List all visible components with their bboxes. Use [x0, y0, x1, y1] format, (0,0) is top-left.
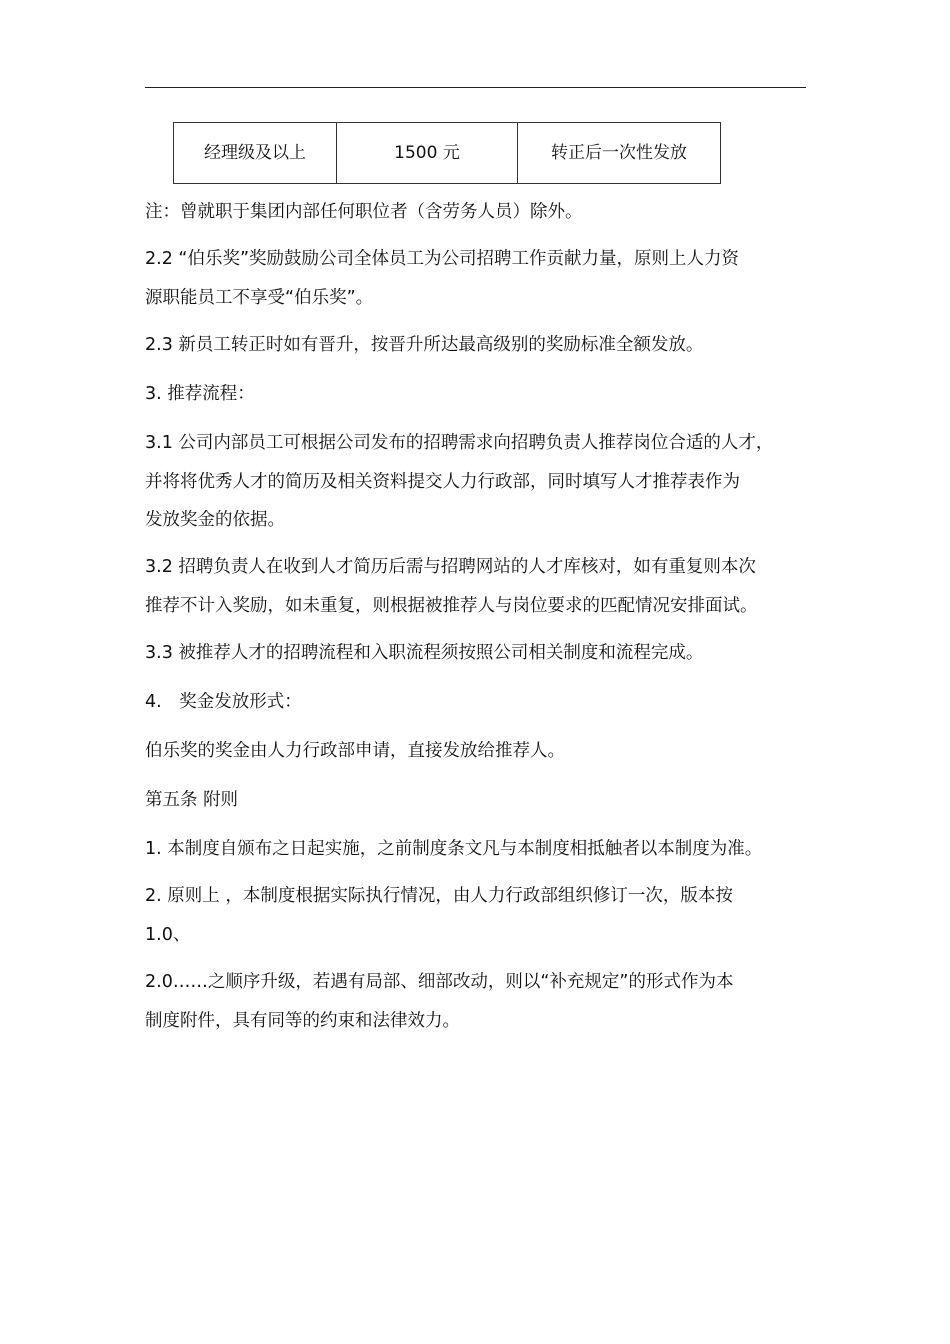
section-4-heading: 4. 奖金发放形式： — [145, 692, 302, 712]
clause-2-2-line-1: 2.2 “伯乐奖”奖励鼓励公司全体员工为公司招聘工作贡献力量，原则上人力资 — [145, 249, 740, 269]
appendix-clause-2-line-2: 1.0、 — [145, 925, 191, 945]
table-cell-level: 经理级及以上 — [174, 123, 337, 184]
section-3-heading: 3. 推荐流程： — [145, 384, 255, 404]
article-5-heading: 第五条 附则 — [145, 790, 239, 810]
section-4-body: 伯乐奖的奖金由人力行政部申请，直接发放给推荐人。 — [145, 741, 565, 761]
appendix-clause-3-line-2: 制度附件，具有同等的约束和法律效力。 — [145, 1011, 460, 1031]
clause-2-2-line-2: 源职能员工不享受“伯乐奖”。 — [145, 288, 374, 308]
clause-3-2-line-2: 推荐不计入奖励，如未重复，则根据被推荐人与岗位要求的匹配情况安排面试。 — [145, 596, 758, 616]
clause-3-1-line-3: 发放奖金的依据。 — [145, 510, 285, 530]
clause-3-1-line-1: 3.1 公司内部员工可根据公司发布的招聘需求向招聘负责人推荐岗位合适的人才， — [145, 433, 774, 453]
clause-3-3: 3.3 被推荐人才的招聘流程和入职流程须按照公司相关制度和流程完成。 — [145, 643, 704, 663]
note-paragraph: 注：曾就职于集团内部任何职位者（含劳务人员）除外。 — [145, 202, 583, 222]
appendix-clause-3-line-1: 2.0……之顺序升级，若遇有局部、细部改动，则以“补充规定”的形式作为本 — [145, 972, 734, 992]
appendix-clause-2-line-1: 2. 原则上 ，本制度根据实际执行情况，由人力行政部组织修订一次，版本按 — [145, 886, 733, 906]
clause-3-1-line-2: 并将将优秀人才的简历及相关资料提交人力行政部，同时填写人才推荐表作为 — [145, 472, 740, 492]
table-cell-amount: 1500 元 — [337, 123, 518, 184]
table-row — [174, 123, 721, 184]
header-divider — [145, 87, 806, 88]
appendix-clause-1: 1. 本制度自颁布之日起实施，之前制度条文凡与本制度相抵触者以本制度为准。 — [145, 839, 763, 859]
table-cell-payment: 转正后一次性发放 — [518, 123, 721, 184]
clause-2-3: 2.3 新员工转正时如有晋升，按晋升所达最高级别的奖励标准全额发放。 — [145, 335, 704, 355]
bonus-table — [173, 122, 721, 184]
clause-3-2-line-1: 3.2 招聘负责人在收到人才简历后需与招聘网站的人才库核对，如有重复则本次 — [145, 557, 756, 577]
